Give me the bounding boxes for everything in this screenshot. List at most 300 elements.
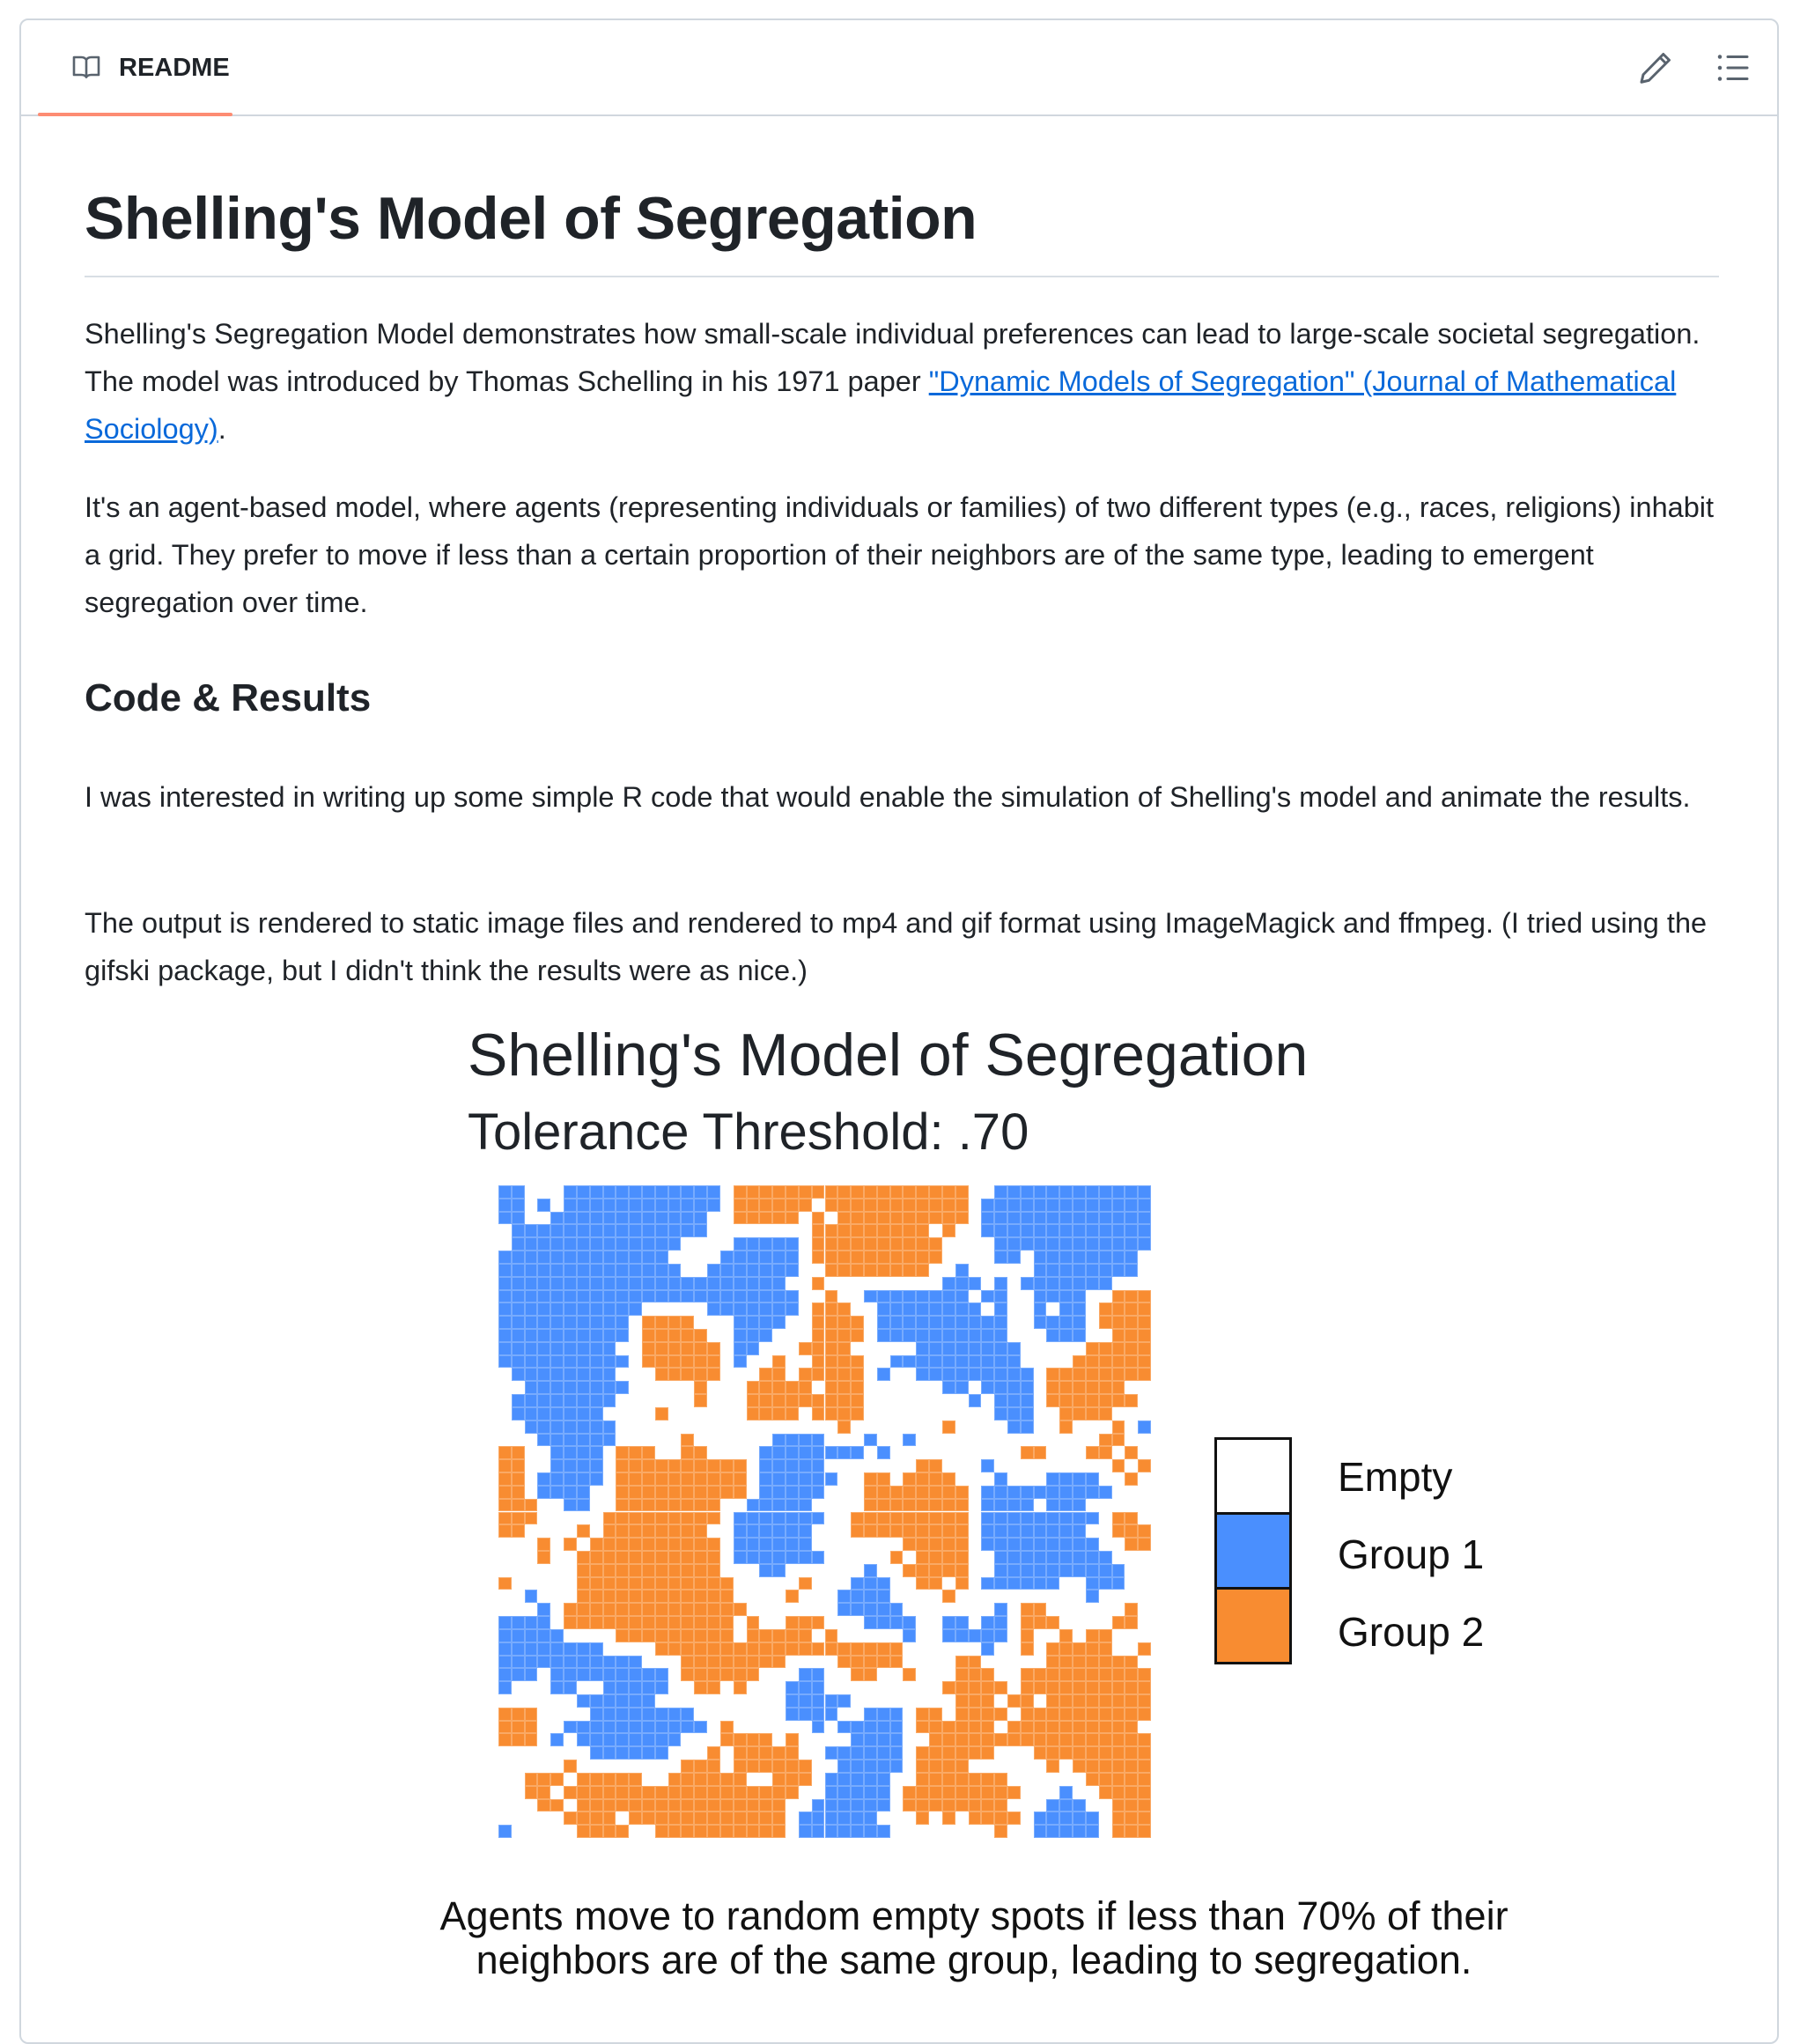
cell-group-2 — [577, 1812, 590, 1825]
cell-group-2 — [1125, 1316, 1138, 1329]
cell-group-2 — [851, 1329, 864, 1342]
cell-group-1 — [981, 1616, 994, 1629]
cell-group-1 — [512, 1656, 525, 1669]
cell-group-2 — [616, 1799, 629, 1812]
cell-group-1 — [1021, 1512, 1034, 1525]
cell-group-2 — [668, 1773, 682, 1786]
cell-group-2 — [877, 1524, 890, 1538]
cell-group-2 — [747, 1825, 760, 1838]
cell-group-2 — [890, 1551, 904, 1564]
cell-group-2 — [1099, 1786, 1112, 1799]
cell-group-2 — [616, 1564, 629, 1577]
cell-group-2 — [890, 1237, 904, 1251]
cell-group-1 — [1021, 1224, 1034, 1237]
cell-group-2 — [837, 1199, 851, 1212]
cell-group-2 — [864, 1199, 877, 1212]
tab-label: README — [119, 54, 230, 82]
cell-group-2 — [969, 1668, 982, 1681]
cell-group-1 — [837, 1603, 851, 1616]
cell-group-2 — [1046, 1394, 1059, 1407]
cell-group-1 — [1086, 1812, 1099, 1825]
tab-readme[interactable] — [38, 20, 232, 114]
cell-group-1 — [525, 1381, 538, 1394]
cell-group-1 — [772, 1302, 786, 1316]
cell-group-2 — [1034, 1603, 1047, 1616]
cell-group-2 — [759, 1199, 772, 1212]
cell-group-2 — [668, 1329, 682, 1342]
cell-group-2 — [812, 1394, 825, 1407]
cell-group-2 — [786, 1199, 799, 1212]
cell-group-2 — [512, 1733, 525, 1746]
cell-group-1 — [759, 1237, 772, 1251]
cell-group-1 — [577, 1316, 590, 1329]
cell-group-2 — [890, 1656, 904, 1669]
cell-group-2 — [747, 1786, 760, 1799]
cell-group-2 — [616, 1577, 629, 1590]
cell-group-2 — [994, 1681, 1007, 1694]
cell-group-2 — [759, 1629, 772, 1642]
cell-group-2 — [890, 1486, 904, 1499]
cell-group-1 — [1021, 1368, 1034, 1381]
cell-group-2 — [1073, 1668, 1086, 1681]
cell-group-1 — [981, 1212, 994, 1225]
section-heading: Code & Results — [85, 676, 372, 719]
cell-group-2 — [1125, 1681, 1138, 1694]
cell-group-2 — [994, 1786, 1007, 1799]
cell-group-1 — [799, 1538, 812, 1551]
cell-group-2 — [929, 1199, 942, 1212]
cell-group-2 — [969, 1746, 982, 1760]
cell-group-2 — [786, 1407, 799, 1420]
cell-group-2 — [1138, 1355, 1151, 1369]
cell-group-1 — [747, 1551, 760, 1564]
cell-group-1 — [603, 1420, 616, 1434]
cell-group-2 — [655, 1538, 668, 1551]
cell-group-2 — [786, 1733, 799, 1746]
cell-group-1 — [786, 1524, 799, 1538]
cell-group-1 — [1059, 1524, 1073, 1538]
cell-group-1 — [629, 1277, 642, 1290]
cell-group-2 — [734, 1746, 747, 1760]
cell-group-2 — [694, 1656, 707, 1669]
cell-group-2 — [955, 1708, 969, 1721]
cell-group-1 — [864, 1733, 877, 1746]
readme-panel — [19, 18, 1779, 2044]
cell-group-2 — [929, 1733, 942, 1746]
cell-group-1 — [994, 1394, 1007, 1407]
cell-group-1 — [994, 1212, 1007, 1225]
cell-group-2 — [1125, 1524, 1138, 1538]
cell-group-2 — [616, 1603, 629, 1616]
list-icon[interactable] — [1715, 50, 1751, 85]
cell-group-1 — [1059, 1825, 1073, 1838]
cell-group-2 — [812, 1355, 825, 1369]
cell-group-2 — [994, 1825, 1007, 1838]
cell-group-1 — [799, 1524, 812, 1538]
cell-group-1 — [577, 1694, 590, 1708]
cell-group-2 — [616, 1616, 629, 1629]
cell-group-1 — [498, 1668, 512, 1681]
cell-group-1 — [655, 1237, 668, 1251]
cell-group-1 — [1021, 1381, 1034, 1394]
cell-group-2 — [812, 1329, 825, 1342]
cell-group-2 — [1073, 1407, 1086, 1420]
cell-group-2 — [707, 1629, 720, 1642]
cell-group-1 — [1034, 1302, 1047, 1316]
cell-group-2 — [955, 1524, 969, 1538]
cell-group-1 — [1046, 1564, 1059, 1577]
cell-group-1 — [603, 1316, 616, 1329]
cell-group-1 — [603, 1237, 616, 1251]
paper-link[interactable]: "Dynamic Models of Segregation" (Journal of Mathematical Sociology) — [85, 365, 1677, 445]
cell-group-1 — [1138, 1199, 1151, 1212]
cell-group-2 — [642, 1629, 655, 1642]
cell-group-1 — [1021, 1564, 1034, 1577]
cell-group-1 — [864, 1799, 877, 1812]
cell-group-2 — [759, 1746, 772, 1760]
cell-group-2 — [772, 1786, 786, 1799]
cell-group-1 — [1021, 1199, 1034, 1212]
cell-group-1 — [655, 1668, 668, 1681]
cell-group-1 — [812, 1668, 825, 1681]
cell-group-2 — [707, 1746, 720, 1760]
cell-group-1 — [994, 1277, 1007, 1290]
cell-group-2 — [668, 1590, 682, 1603]
cell-group-1 — [564, 1302, 577, 1316]
cell-group-1 — [994, 1329, 1007, 1342]
cell-group-1 — [1086, 1538, 1099, 1551]
cell-group-1 — [525, 1394, 538, 1407]
cell-group-1 — [550, 1264, 564, 1277]
cell-group-2 — [668, 1812, 682, 1825]
cell-group-1 — [916, 1316, 929, 1329]
cell-group-2 — [1112, 1394, 1125, 1407]
cell-group-1 — [629, 1708, 642, 1721]
cell-group-2 — [642, 1459, 655, 1472]
cell-group-2 — [942, 1590, 955, 1603]
cell-group-2 — [629, 1446, 642, 1459]
cell-group-1 — [655, 1277, 668, 1290]
cell-group-1 — [981, 1499, 994, 1512]
cell-group-2 — [550, 1799, 564, 1812]
chart-subtitle: Tolerance Threshold: .70 — [468, 1103, 1029, 1161]
cell-group-1 — [837, 1760, 851, 1773]
cell-group-2 — [707, 1368, 720, 1381]
cell-group-2 — [1021, 1616, 1034, 1629]
cell-group-2 — [564, 1812, 577, 1825]
cell-group-2 — [812, 1185, 825, 1199]
cell-group-1 — [981, 1290, 994, 1303]
cell-group-1 — [1034, 1538, 1047, 1551]
cell-group-1 — [564, 1368, 577, 1381]
cell-group-2 — [837, 1394, 851, 1407]
cell-group-1 — [812, 1721, 825, 1734]
cell-group-1 — [877, 1368, 890, 1381]
cell-group-2 — [929, 1708, 942, 1721]
cell-group-1 — [969, 1355, 982, 1369]
cell-group-2 — [720, 1616, 734, 1629]
cell-group-1 — [577, 1381, 590, 1394]
cell-group-2 — [955, 1733, 969, 1746]
cell-group-2 — [759, 1760, 772, 1773]
cell-group-1 — [942, 1329, 955, 1342]
cell-group-1 — [1125, 1199, 1138, 1212]
cell-group-1 — [603, 1264, 616, 1277]
cell-group-1 — [498, 1616, 512, 1629]
cell-group-2 — [955, 1656, 969, 1669]
cell-group-1 — [590, 1733, 603, 1746]
cell-group-1 — [812, 1512, 825, 1525]
cell-group-2 — [707, 1577, 720, 1590]
cell-group-1 — [759, 1564, 772, 1577]
cell-group-2 — [590, 1616, 603, 1629]
cell-group-1 — [537, 1355, 550, 1369]
cell-group-2 — [759, 1812, 772, 1825]
cell-group-1 — [668, 1733, 682, 1746]
cell-group-2 — [629, 1499, 642, 1512]
cell-group-2 — [1046, 1616, 1059, 1629]
cell-group-2 — [1099, 1773, 1112, 1786]
cell-group-2 — [681, 1668, 694, 1681]
cell-group-2 — [929, 1799, 942, 1812]
cell-group-2 — [786, 1642, 799, 1656]
cell-group-2 — [1021, 1668, 1034, 1681]
cell-group-1 — [629, 1290, 642, 1303]
cell-group-2 — [916, 1512, 929, 1525]
cell-group-2 — [642, 1538, 655, 1551]
cell-group-1 — [590, 1264, 603, 1277]
cell-group-2 — [916, 1472, 929, 1486]
cell-group-2 — [877, 1224, 890, 1237]
cell-group-1 — [786, 1251, 799, 1264]
cell-group-2 — [747, 1668, 760, 1681]
cell-group-1 — [772, 1251, 786, 1264]
cell-group-2 — [837, 1251, 851, 1264]
cell-group-1 — [1099, 1251, 1112, 1264]
cell-group-1 — [577, 1237, 590, 1251]
cell-group-2 — [629, 1799, 642, 1812]
cell-group-2 — [1021, 1708, 1034, 1721]
cell-group-1 — [577, 1668, 590, 1681]
cell-group-1 — [512, 1185, 525, 1199]
cell-group-1 — [734, 1302, 747, 1316]
cell-group-1 — [786, 1446, 799, 1459]
cell-group-1 — [981, 1459, 994, 1472]
cell-group-1 — [786, 1499, 799, 1512]
cell-group-1 — [642, 1290, 655, 1303]
cell-group-1 — [564, 1199, 577, 1212]
cell-group-1 — [825, 1446, 838, 1459]
cell-group-1 — [942, 1277, 955, 1290]
cell-group-2 — [1112, 1381, 1125, 1394]
cell-group-1 — [799, 1681, 812, 1694]
cell-group-1 — [655, 1708, 668, 1721]
cell-group-1 — [1034, 1264, 1047, 1277]
cell-group-1 — [1112, 1577, 1125, 1590]
cell-group-2 — [1125, 1721, 1138, 1734]
cell-group-2 — [681, 1446, 694, 1459]
cell-group-2 — [759, 1185, 772, 1199]
cell-group-1 — [498, 1302, 512, 1316]
cell-group-1 — [1059, 1799, 1073, 1812]
cell-group-1 — [955, 1290, 969, 1303]
cell-group-1 — [1059, 1185, 1073, 1199]
cell-group-1 — [498, 1342, 512, 1355]
cell-group-1 — [1099, 1237, 1112, 1251]
cell-group-1 — [668, 1185, 682, 1199]
cell-group-2 — [1125, 1446, 1138, 1459]
cell-group-2 — [1059, 1656, 1073, 1669]
cell-group-2 — [929, 1577, 942, 1590]
cell-group-1 — [603, 1251, 616, 1264]
cell-group-1 — [1059, 1302, 1073, 1316]
cell-group-2 — [577, 1551, 590, 1564]
cell-group-1 — [1034, 1524, 1047, 1538]
cell-group-2 — [616, 1590, 629, 1603]
cell-group-2 — [955, 1746, 969, 1760]
cell-group-2 — [1125, 1368, 1138, 1381]
cell-group-2 — [877, 1486, 890, 1499]
cell-group-2 — [903, 1668, 916, 1681]
cell-group-1 — [955, 1277, 969, 1290]
cell-group-1 — [564, 1277, 577, 1290]
cell-group-2 — [851, 1524, 864, 1538]
cell-group-2 — [1086, 1681, 1099, 1694]
cell-group-2 — [1059, 1394, 1073, 1407]
cell-group-2 — [681, 1472, 694, 1486]
cell-group-1 — [577, 1721, 590, 1734]
cell-group-1 — [825, 1694, 838, 1708]
cell-group-1 — [642, 1212, 655, 1225]
cell-group-2 — [734, 1733, 747, 1746]
cell-group-1 — [864, 1434, 877, 1447]
cell-group-2 — [655, 1368, 668, 1381]
cell-group-2 — [825, 1629, 838, 1642]
cell-group-1 — [1125, 1237, 1138, 1251]
cell-group-1 — [1007, 1499, 1021, 1512]
cell-group-2 — [707, 1616, 720, 1629]
cell-group-1 — [1021, 1237, 1034, 1251]
cell-group-2 — [642, 1524, 655, 1538]
cell-group-2 — [525, 1721, 538, 1734]
cell-group-1 — [1046, 1512, 1059, 1525]
cell-group-1 — [1046, 1799, 1059, 1812]
cell-group-1 — [851, 1760, 864, 1773]
cell-group-2 — [916, 1486, 929, 1499]
cell-group-1 — [837, 1825, 851, 1838]
cell-group-1 — [642, 1264, 655, 1277]
cell-group-2 — [890, 1642, 904, 1656]
cell-group-1 — [890, 1708, 904, 1721]
cell-group-1 — [512, 1251, 525, 1264]
cell-group-2 — [877, 1264, 890, 1277]
cell-group-2 — [681, 1459, 694, 1472]
cell-group-2 — [929, 1538, 942, 1551]
cell-group-2 — [903, 1499, 916, 1512]
cell-group-2 — [694, 1629, 707, 1642]
cell-group-1 — [550, 1237, 564, 1251]
cell-group-1 — [864, 1577, 877, 1590]
cell-group-1 — [851, 1746, 864, 1760]
cell-group-1 — [537, 1302, 550, 1316]
cell-group-1 — [512, 1264, 525, 1277]
cell-group-1 — [903, 1355, 916, 1369]
cell-group-1 — [1073, 1472, 1086, 1486]
cell-group-1 — [564, 1355, 577, 1369]
cell-group-1 — [1046, 1264, 1059, 1277]
cell-group-2 — [668, 1603, 682, 1616]
cell-group-1 — [877, 1329, 890, 1342]
cell-group-2 — [1073, 1721, 1086, 1734]
cell-group-1 — [603, 1368, 616, 1381]
cell-group-1 — [825, 1746, 838, 1760]
cell-group-2 — [668, 1629, 682, 1642]
cell-group-2 — [825, 1237, 838, 1251]
cell-group-2 — [1086, 1381, 1099, 1394]
cell-group-2 — [1073, 1368, 1086, 1381]
cell-group-2 — [1046, 1681, 1059, 1694]
cell-group-1 — [1059, 1212, 1073, 1225]
cell-group-2 — [590, 1773, 603, 1786]
cell-group-1 — [590, 1368, 603, 1381]
cell-group-1 — [759, 1538, 772, 1551]
cell-group-2 — [603, 1577, 616, 1590]
cell-group-2 — [498, 1524, 512, 1538]
cell-group-1 — [1007, 1237, 1021, 1251]
cell-group-2 — [616, 1486, 629, 1499]
cell-group-1 — [1059, 1499, 1073, 1512]
cell-group-2 — [955, 1212, 969, 1225]
cell-group-1 — [1112, 1224, 1125, 1237]
cell-group-1 — [799, 1812, 812, 1825]
pencil-icon[interactable] — [1638, 50, 1673, 85]
cell-group-1 — [525, 1407, 538, 1420]
cell-group-2 — [916, 1459, 929, 1472]
cell-group-2 — [747, 1185, 760, 1199]
cell-group-1 — [1073, 1825, 1086, 1838]
cell-group-1 — [1112, 1564, 1125, 1577]
cell-group-1 — [629, 1656, 642, 1669]
cell-group-1 — [1021, 1486, 1034, 1499]
cell-group-2 — [942, 1224, 955, 1237]
cell-group-1 — [812, 1681, 825, 1694]
cell-group-1 — [812, 1694, 825, 1708]
cell-group-2 — [929, 1721, 942, 1734]
cell-group-1 — [772, 1564, 786, 1577]
cell-group-2 — [668, 1799, 682, 1812]
cell-group-2 — [681, 1786, 694, 1799]
cell-group-2 — [707, 1590, 720, 1603]
cell-group-2 — [1034, 1446, 1047, 1459]
cell-group-1 — [629, 1185, 642, 1199]
cell-group-2 — [916, 1237, 929, 1251]
cell-group-1 — [759, 1446, 772, 1459]
cell-group-2 — [994, 1812, 1007, 1825]
cell-group-2 — [720, 1799, 734, 1812]
cell-group-2 — [681, 1564, 694, 1577]
cell-group-1 — [981, 1368, 994, 1381]
cell-group-2 — [694, 1394, 707, 1407]
cell-group-1 — [877, 1760, 890, 1773]
cell-group-2 — [564, 1538, 577, 1551]
cell-group-1 — [720, 1290, 734, 1303]
cell-group-2 — [1046, 1708, 1059, 1721]
cell-group-2 — [890, 1199, 904, 1212]
cell-group-2 — [537, 1786, 550, 1799]
cell-group-2 — [969, 1799, 982, 1812]
cell-group-2 — [720, 1825, 734, 1838]
cell-group-2 — [1125, 1290, 1138, 1303]
